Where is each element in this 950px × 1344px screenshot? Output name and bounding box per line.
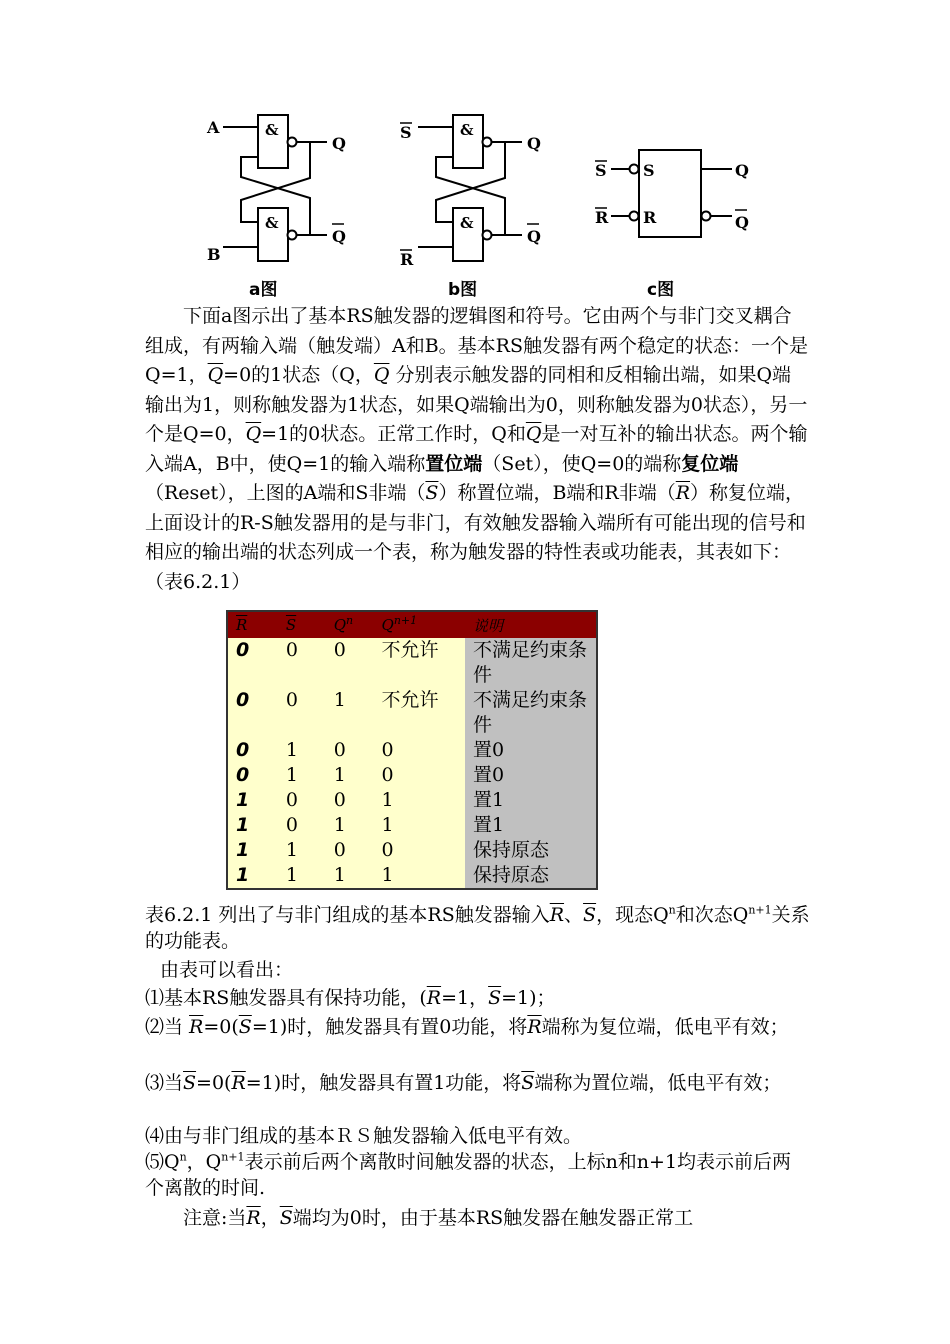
sbar-symbol: $\overline{S}$ xyxy=(425,482,439,504)
cell-qn: 0 xyxy=(326,788,374,813)
qbar-symbol: $\overline{Q}$ xyxy=(373,364,390,386)
rbar-symbol: $\overline{R}$ xyxy=(231,1072,246,1094)
figure-a-output-qbar: Q xyxy=(332,227,346,246)
cell-qn: 1 xyxy=(326,863,374,889)
table-row xyxy=(227,788,597,813)
cell-qn: 1 xyxy=(326,688,374,738)
table-row xyxy=(227,738,597,763)
table-caption: 表6.2.1 列出了与非门组成的基本RS触发器输入$\overline{R}$、$\overline{S}$，现态$Q^n$和次态$Q^{n+1}$关系的功能表。 xyxy=(145,903,810,952)
figure-a-gate-bottom: & xyxy=(265,214,279,232)
term-reset: 复位端 xyxy=(681,452,739,475)
cell-qn1: 0 xyxy=(374,838,465,863)
note-3: ⑶当$\overline{S}=0(\overline{R}=1)$时，触发器具有置1功能，将$\overline{S}$端称为置位端，低电平有效； xyxy=(145,1072,782,1094)
note-5: $⑸Q^n$，$Q^{n+1}$表示前后两个离散时间触发器的状态，上标n和n+1均表示前后两个离散的时间. xyxy=(145,1150,792,1199)
figure-a xyxy=(195,105,365,305)
function-table xyxy=(226,610,598,890)
qbar-symbol: $\overline{Q}$ xyxy=(245,423,262,445)
cell-r: 0 xyxy=(227,763,278,788)
table-row xyxy=(227,813,597,838)
cell-qn: 1 xyxy=(326,813,374,838)
figure-c-input-r: R xyxy=(595,208,609,227)
figure-b-output-qbar: Q xyxy=(527,227,541,246)
table-header-row xyxy=(227,611,597,638)
paragraph-intro-text-8: ）称置位端，B端和R非端（ xyxy=(438,482,676,504)
paragraph-intro-text-2: =0的1状态（Q， xyxy=(223,364,374,386)
sbar-symbol: $\overline{S}$ xyxy=(521,1072,535,1094)
figure-b-gate-top: & xyxy=(460,121,474,139)
note-4: ⑷由与非门组成的基本ＲＳ触发器输入低电平有效。 xyxy=(145,1125,583,1147)
table-row xyxy=(227,763,597,788)
cell-s: 1 xyxy=(278,838,326,863)
rbar-symbol: $\overline{R}$ xyxy=(426,987,442,1009)
sbar-symbol: $\overline{S}$ xyxy=(238,1016,252,1038)
figure-b-input-r: R xyxy=(400,250,414,269)
cell-qn: 0 xyxy=(326,738,374,763)
paragraph-intro-text-4: =1的0状态。正常工作时，Q和 xyxy=(261,423,526,445)
cell-s: 1 xyxy=(278,763,326,788)
cell-qn: 0 xyxy=(326,638,374,688)
note-2: ⑵当 $\overline{R}=0(\overline{S}=1)$时，触发器具有置0功能，将$\overline{R}$端称为复位端，低电平有效； xyxy=(145,1016,789,1038)
figure-a-gate-top: & xyxy=(265,121,279,139)
paragraph-intro-text-6: （Set），使Q=0的端称 xyxy=(482,452,682,475)
cell-r: 1 xyxy=(227,813,278,838)
cell-desc: 置0 xyxy=(465,738,597,763)
paragraph-intro-text-1: 下面a图示出了基本RS触发器的逻辑图和符号。它由两个与非门交叉耦合组成，有两输入端（触发端）A和B。基本RS触发器有两个稳定的状态：一个是Q=1， xyxy=(145,305,809,386)
cell-desc: 置1 xyxy=(465,788,597,813)
figure-a-input-a: A xyxy=(207,118,220,137)
figure-a-output-q: Q xyxy=(332,134,346,153)
paragraph-intro-text-3: 分别表示触发器的同相和反相输出端，如果Q端输出为1，则称触发器为1状态，如果Q端输出为0，则称触发器为0状态），另一个是Q=0， xyxy=(145,364,808,445)
cell-desc: 不满足约束条件 xyxy=(465,638,597,688)
figure-c-pin-s: S xyxy=(643,161,655,180)
cell-qn: 1 xyxy=(326,763,374,788)
cell-r: 1 xyxy=(227,838,278,863)
header-r: $\overline{R}$ xyxy=(227,611,278,638)
sbar-symbol: $\overline{S}$ xyxy=(488,987,502,1009)
table-row xyxy=(227,863,597,889)
figure-b-output-q: Q xyxy=(527,134,541,153)
figure-b-caption: b图 xyxy=(448,280,478,300)
cell-desc: 不满足约束条件 xyxy=(465,688,597,738)
cell-desc: 置1 xyxy=(465,813,597,838)
header-s: $\overline{S}$ xyxy=(278,611,326,638)
paragraph-intro xyxy=(145,302,810,597)
qbar-symbol: $\overline{Q}$ xyxy=(207,364,224,386)
figure-c-output-q: Q xyxy=(735,161,749,180)
header-qn: $Q^n$ xyxy=(326,611,374,638)
cell-s: 0 xyxy=(278,813,326,838)
cell-qn: 0 xyxy=(326,838,374,863)
figure-b-input-s: S xyxy=(400,123,412,142)
table-row xyxy=(227,688,597,738)
cell-s: 1 xyxy=(278,863,326,889)
cell-qn1: 0 xyxy=(374,763,465,788)
cell-s: 0 xyxy=(278,638,326,688)
figure-c xyxy=(585,105,760,305)
table-row xyxy=(227,638,597,688)
rbar-symbol: $\overline{R}$ xyxy=(189,1016,204,1038)
sbar-symbol: $\overline{S}$ xyxy=(183,1072,197,1094)
notes-intro: 由表可以看出： xyxy=(160,959,294,981)
qbar-symbol: $\overline{Q}$ xyxy=(525,423,542,445)
figure-c-caption: c图 xyxy=(647,280,675,300)
figure-a-diagram xyxy=(195,105,365,305)
figure-c-pin-r: R xyxy=(643,208,657,227)
cell-qn1: 不允许 xyxy=(374,638,465,688)
note-6: 注意:当$\overline{R}$，$\overline{S}$端均为0时，由于基本RS触发器在触发器正常工 xyxy=(183,1207,694,1229)
cell-desc: 保持原态 xyxy=(465,838,597,863)
cell-s: 1 xyxy=(278,738,326,763)
rbar-symbol: $\overline{R}$ xyxy=(246,1207,261,1229)
cell-r: 0 xyxy=(227,638,278,688)
figure-c-input-s: S xyxy=(595,161,607,180)
figure-a-input-b: B xyxy=(207,245,221,264)
sbar-symbol: $\overline{S}$ xyxy=(279,1207,293,1229)
cell-qn1: 0 xyxy=(374,738,465,763)
figure-c-output-qbar: Q xyxy=(735,213,749,232)
cell-desc: 保持原态 xyxy=(465,863,597,889)
rbar-symbol: $\overline{R}$ xyxy=(527,1016,542,1038)
rbar-symbol: $\overline{R}$ xyxy=(549,904,565,926)
table-row xyxy=(227,838,597,863)
cell-s: 0 xyxy=(278,688,326,738)
cell-qn1: 不允许 xyxy=(374,688,465,738)
paragraph-intro-text-9: ）称复位端，上面设计的R-S触发器用的是与非门，有效触发器输入端所有可能出现的信号和相应的输出端的状态列成一个表，称为触发器的特性表或功能表，其表如下：（表6.2.1） xyxy=(145,482,806,593)
cell-r: 0 xyxy=(227,688,278,738)
figure-b xyxy=(390,105,560,305)
figure-b-gate-bottom: & xyxy=(460,214,474,232)
rbar-symbol: $\overline{R}$ xyxy=(675,482,691,504)
cell-desc: 置0 xyxy=(465,763,597,788)
cell-qn1: 1 xyxy=(374,863,465,889)
term-set: 置位端 xyxy=(425,452,483,475)
cell-r: 0 xyxy=(227,738,278,763)
paragraph-intro-text-5: 是一对互补的输出状态。两个输入端A，B中，使Q=1的输入端称 xyxy=(145,423,808,475)
cell-s: 0 xyxy=(278,788,326,813)
sbar-symbol: $\overline{S}$ xyxy=(583,904,597,926)
cell-r: 1 xyxy=(227,863,278,889)
header-desc: 说明 xyxy=(465,611,597,638)
note-1: ⑴基本RS触发器具有保持功能，($\overline{R}=1$，$\overline{S}=1$)； xyxy=(145,987,556,1009)
cell-r: 1 xyxy=(227,788,278,813)
header-qn1: $Q^{n+1}$ xyxy=(374,611,465,638)
figure-a-caption: a图 xyxy=(249,280,278,300)
paragraph-intro-text-7: （Reset），上图的A端和S非端（ xyxy=(145,482,426,504)
cell-qn1: 1 xyxy=(374,813,465,838)
cell-qn1: 1 xyxy=(374,788,465,813)
